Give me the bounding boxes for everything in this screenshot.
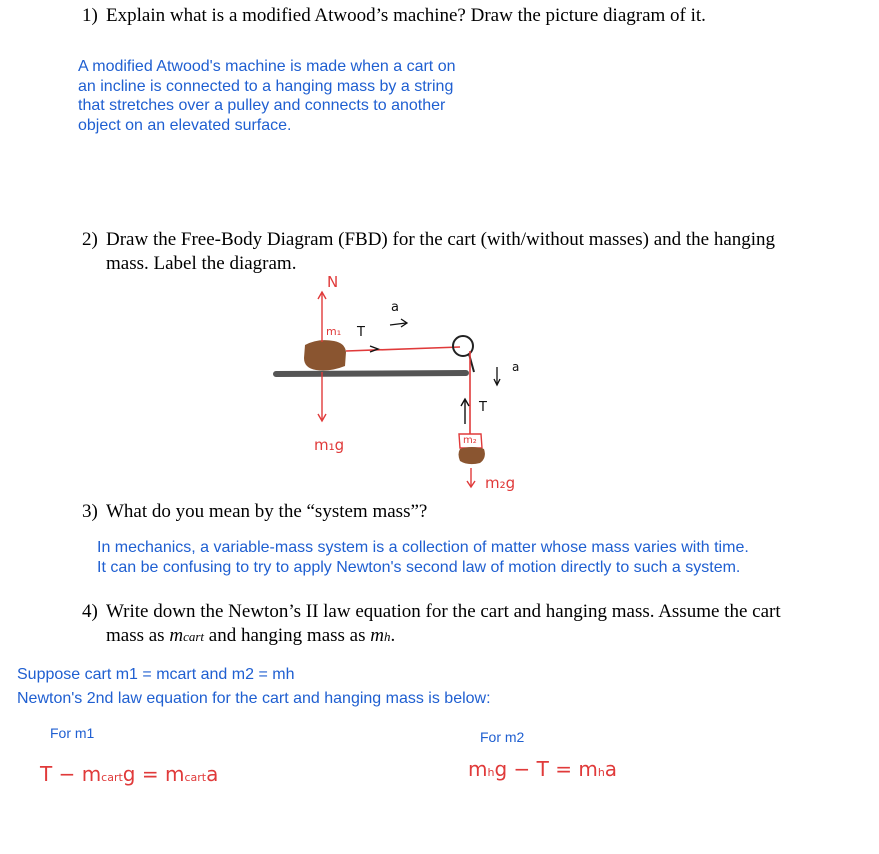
eq-sub: cart bbox=[101, 771, 123, 784]
label-weight-cart: m₁g bbox=[314, 436, 345, 454]
var-m-h bbox=[370, 625, 390, 646]
cart-block bbox=[304, 340, 346, 370]
answer-line: Newton's 2nd law equation for the cart and hanging mass is below: bbox=[17, 690, 491, 707]
string bbox=[346, 347, 460, 351]
label-tension-cart: T bbox=[357, 325, 365, 340]
eq-part: m bbox=[468, 757, 488, 781]
label-acceleration-hanging: a bbox=[512, 360, 520, 374]
var-sub: h bbox=[383, 629, 391, 644]
label-cart-mass: m₁ bbox=[326, 325, 342, 338]
question-4 bbox=[82, 600, 872, 648]
pulley bbox=[453, 336, 473, 356]
question-text-line-2: mass. Label the diagram. bbox=[106, 253, 297, 274]
label-for-m1: For m1 bbox=[50, 725, 95, 741]
answer-line: It can be confusing to try to apply Newton's second law of motion directly to such a system. bbox=[97, 558, 741, 576]
question-3 bbox=[82, 500, 862, 524]
equation-m1 bbox=[40, 762, 218, 786]
answer-4 bbox=[17, 663, 491, 711]
question-text-line-2 bbox=[106, 624, 395, 649]
answer-line: that stretches over a pulley and connects to another bbox=[78, 97, 446, 114]
var-m-cart bbox=[169, 625, 204, 646]
arrowhead bbox=[467, 481, 475, 487]
question-text-line-1: Draw the Free-Body Diagram (FBD) for the cart (with/without masses) and the hanging bbox=[106, 229, 776, 250]
eq-part: T − m bbox=[40, 762, 102, 786]
question-number: 4) bbox=[82, 601, 98, 622]
arrowhead bbox=[461, 399, 469, 406]
label-tension-hanging: T bbox=[479, 400, 487, 415]
answer-line: In mechanics, a variable-mass system is a collection of matter whose mass varies with time. bbox=[97, 539, 749, 556]
var: m bbox=[370, 625, 384, 646]
label-hanging-mass: m₂ bbox=[463, 435, 477, 446]
text-part: . bbox=[390, 625, 396, 646]
question-2 bbox=[82, 228, 862, 276]
question-number: 1) bbox=[82, 5, 98, 26]
acceleration-arrow-cart bbox=[390, 323, 406, 325]
track-surface bbox=[276, 373, 466, 374]
var: m bbox=[169, 625, 184, 646]
question-text-line-1: Write down the Newton’s II law equation for the cart and hanging mass. Assume the cart bbox=[106, 601, 781, 622]
tension-arrow-cart bbox=[370, 346, 378, 352]
eq-part: g = m bbox=[122, 762, 185, 786]
label-acceleration-cart: a bbox=[391, 300, 399, 315]
question-text: What do you mean by the “system mass”? bbox=[106, 501, 428, 522]
answer-line: object on an elevated surface. bbox=[78, 116, 292, 134]
label-weight-hanging: m₂g bbox=[485, 474, 516, 492]
pulley-mount bbox=[469, 354, 474, 372]
label-for-m2: For m2 bbox=[480, 729, 525, 745]
eq-sub: cart bbox=[184, 771, 207, 784]
answer-3 bbox=[97, 538, 749, 577]
equation-m2 bbox=[468, 757, 617, 781]
hanging-mass-outline bbox=[459, 434, 482, 448]
eq-sub: h bbox=[597, 766, 605, 779]
arrowhead bbox=[401, 319, 407, 327]
answer-line: A modified Atwood's machine is made when a cart on bbox=[78, 58, 456, 75]
question-1 bbox=[82, 4, 862, 28]
answer-line: an incline is connected to a hanging mass by a string bbox=[78, 77, 454, 95]
text-part: mass as bbox=[106, 625, 170, 646]
answer-line: Suppose cart m1 = mcart and m2 = mh bbox=[17, 666, 295, 683]
question-number: 3) bbox=[82, 501, 98, 522]
label-normal-force: N bbox=[327, 273, 339, 291]
arrowhead bbox=[318, 414, 326, 421]
question-text: Explain what is a modified Atwood’s machine? Draw the picture diagram of it. bbox=[106, 5, 706, 26]
eq-part: a bbox=[604, 757, 618, 781]
eq-part: g − T = m bbox=[494, 757, 598, 781]
eq-part: a bbox=[206, 762, 219, 786]
question-number: 2) bbox=[82, 229, 98, 250]
hanging-mass-block bbox=[459, 447, 485, 464]
answer-1 bbox=[78, 57, 455, 135]
eq-sub: h bbox=[487, 766, 495, 779]
text-part: and hanging mass as bbox=[204, 625, 371, 646]
arrowhead bbox=[318, 292, 326, 299]
arrowhead bbox=[494, 379, 500, 385]
var-sub: cart bbox=[183, 629, 205, 644]
